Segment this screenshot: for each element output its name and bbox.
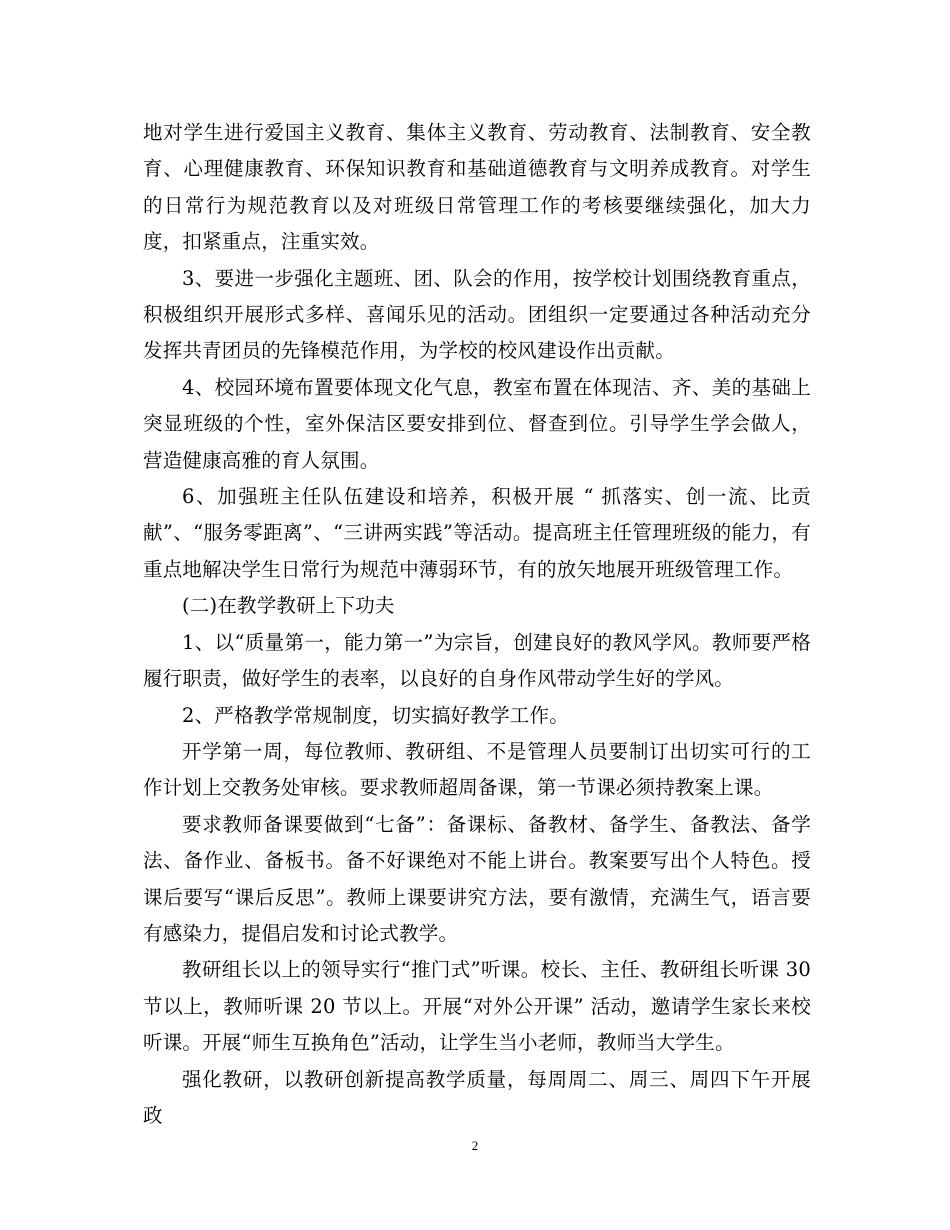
paragraph-teaching-2: 2、严格教学常规制度，切实搞好教学工作。 xyxy=(182,703,569,727)
page-number: 2 xyxy=(471,1138,479,1153)
paragraph-item-4: 4、校园环境布置要体现文化气息，教室布置在体现洁、齐、美的基础上突显班级的个性，室外保洁区要安排到位、督查到位。引导学生学会做人，营造健康高雅的育人氛围。 xyxy=(143,375,811,472)
paragraph-lesson-observation: 教研组长以上的领导实行“推门式”听课。校长、主任、教研组长听课 30 节以上，教师听课 20 节以上。开展“对外公开课” 活动，邀请学生家长来校听课。开展“师生互换角色”活动，让学生当小老师，教师当大学生。 xyxy=(143,958,811,1055)
paragraph-item-6: 6、加强班主任队伍建设和培养，积极开展 “ 抓落实、创一流、比贡献”、“服务零距离”、“三讲两实践”等活动。提高班主任管理班级的能力，有重点地解决学生日常行为规范中薄弱环节，有的放矢地展开班级管理工作。 xyxy=(143,485,811,581)
paragraph-seven-preparations: 要求教师备课要做到“七备”：备课标、备教材、备学生、备教法、备学法、备作业、备板书。备不好课绝对不能上讲台。教案要写出个人特色。授课后要写“课后反思”。教师上课要讲究方法，要有激情，充满生气，语言要有感染力，提倡启发和讨论式教学。 xyxy=(143,812,811,945)
paragraph-teaching-1: 1、以“质量第一，能力第一”为宗旨，创建良好的教风学风。教师要严格履行职责，做好学生的表率，以良好的自身作风带动学生好的学风。 xyxy=(143,630,811,691)
paragraph-item-3: 3、要进一步强化主题班、团、队会的作用，按学校计划围绕教育重点，积极组织开展形式多样、喜闻乐见的活动。团组织一定要通过各种活动充分发挥共青团员的先锋模范作用，为学校的校风建设作出贡献。 xyxy=(143,266,811,363)
section-heading: (二)在教学教研上下功夫 xyxy=(182,594,395,618)
paragraph-first-week: 开学第一周，每位教师、教研组、不是管理人员要制订出切实可行的工作计划上交教务处审核。要求教师超周备课，第一节课必须持教案上课。 xyxy=(143,739,811,800)
body-text xyxy=(143,115,811,1134)
paragraph-teaching-research: 强化教研，以教研创新提高教学质量，每周周二、周三、周四下午开展政 xyxy=(143,1067,811,1127)
paragraph-continuation: 地对学生进行爱国主义教育、集体主义教育、劳动教育、法制教育、安全教育、心理健康教育、环保知识教育和基础道德教育与文明养成教育。对学生的日常行为规范教育以及对班级日常管理工作的考核要继续强化，加大力度，扣紧重点，注重实效。 xyxy=(143,121,811,254)
